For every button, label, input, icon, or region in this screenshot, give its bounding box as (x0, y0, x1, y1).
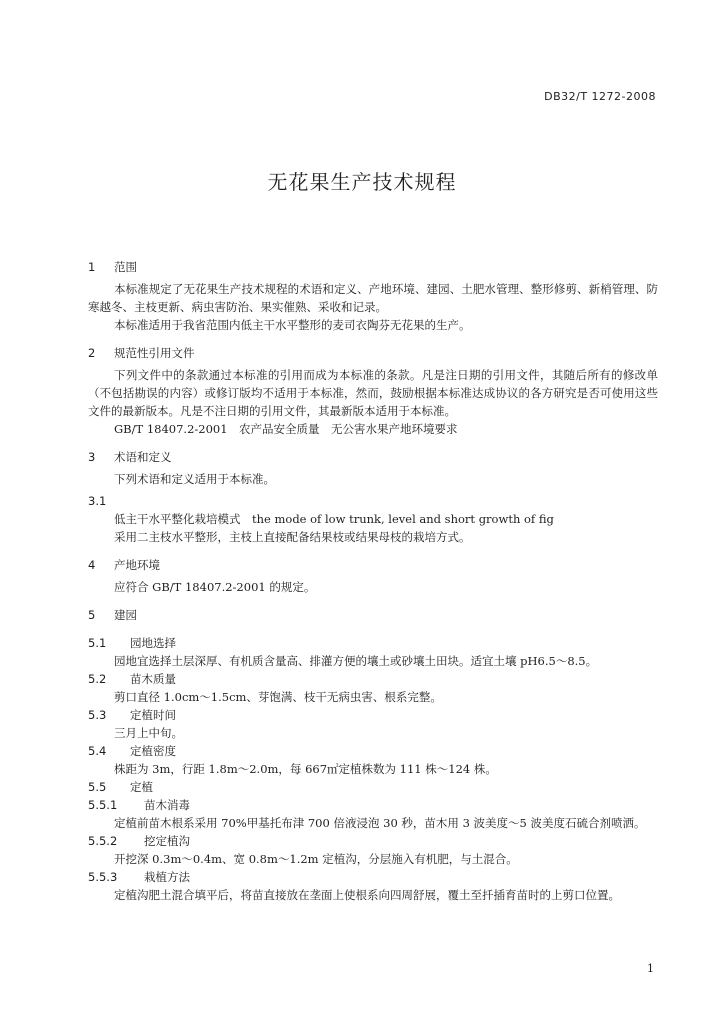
section-5-heading (88, 606, 658, 624)
section-5-5-1-heading (88, 796, 658, 814)
section-2-paragraph-1: 下列文件中的条款通过本标准的引用而成为本标准的条款。凡是注日期的引用文件，其随后所有的修改单（不包括勘误的内容）或修订版均不适用于本标准，然而，鼓励根据本标准达成协议的各方研究是否可使用这些文件的最新版本。凡是不注日期的引用文件，其最新版本适用于本标准。 (88, 368, 658, 418)
subsection-title: 苗木质量 (130, 672, 176, 686)
section-5-3-text: 三月上中旬。 (114, 726, 183, 740)
subsection-number: 5.5.1 (88, 798, 118, 812)
section-5-4-text: 株距为 3m，行距 1.8m～2.0m，每 667㎡定植株数为 111 株～124 株。 (114, 762, 497, 776)
section-3-paragraph-1: 下列术语和定义适用于本标准。 (114, 472, 275, 486)
section-5-5-heading (88, 778, 658, 796)
document-title: 无花果生产技术规程 (267, 170, 457, 194)
section-number: 2 (88, 346, 96, 360)
subsection-number: 5.5 (88, 780, 107, 794)
subsection-title: 定植 (130, 780, 153, 794)
section-number: 3 (88, 450, 96, 464)
section-number: 1 (88, 260, 96, 274)
section-1-heading (88, 258, 658, 276)
section-4-heading (88, 556, 658, 574)
subsection-title: 栽植方法 (144, 870, 190, 884)
section-5-1-text: 园地宜选择土层深厚、有机质含量高、排灌方便的壤土或砂壤土田块。适宜土壤 pH6.5～8.5。 (114, 654, 598, 668)
section-5-2-heading (88, 670, 658, 688)
subsection-number: 5.3 (88, 708, 107, 722)
section-5-5-2-heading (88, 832, 658, 850)
section-5-5-3-heading (88, 868, 658, 886)
section-title: 规范性引用文件 (114, 346, 195, 360)
subsection-title: 定植时间 (130, 708, 176, 722)
section-number: 5 (88, 608, 96, 622)
section-5-2-text: 剪口直径 1.0cm～1.5cm、芽饱满、枝干无病虫害、根系完整。 (114, 690, 442, 704)
normative-reference: GB/T 18407.2-2001 农产品安全质量 无公害水果产地环境要求 (114, 422, 458, 436)
section-3-heading (88, 448, 658, 466)
section-3-1-heading (88, 492, 658, 510)
subsection-number: 5.5.2 (88, 834, 118, 848)
section-5-3-heading (88, 706, 658, 724)
subsection-number: 5.5.3 (88, 870, 118, 884)
section-title: 范围 (114, 260, 137, 274)
section-title: 产地环境 (114, 558, 160, 572)
section-1-paragraph-2: 本标准适用于我省范围内低主干水平整形的麦司衣陶芬无花果的生产。 (114, 318, 471, 332)
section-5-5-1-text: 定植前苗木根系采用 70%甲基托布津 700 倍液浸泡 30 秒，苗木用 3 波美度～5 波美度石硫合剂喷洒。 (114, 816, 646, 830)
subsection-title: 挖定植沟 (144, 834, 190, 848)
document-body (88, 258, 658, 904)
section-title: 术语和定义 (114, 450, 172, 464)
subsection-title: 园地选择 (130, 636, 176, 650)
section-title: 建园 (114, 608, 137, 622)
section-5-5-2-text: 开挖深 0.3m～0.4m、宽 0.8m～1.2m 定植沟，分层施入有机肥，与土混合。 (114, 852, 518, 866)
subsection-number: 5.1 (88, 636, 107, 650)
section-5-4-heading (88, 742, 658, 760)
page-number: 1 (647, 962, 654, 975)
subsection-title: 苗木消毒 (144, 798, 190, 812)
standard-code: DB32/T 1272-2008 (544, 90, 656, 103)
subsection-title: 定植密度 (130, 744, 176, 758)
term-definition: 采用二主枝水平整形，主枝上直接配备结果枝或结果母枝的栽培方式。 (114, 530, 471, 544)
subsection-number: 5.2 (88, 672, 107, 686)
section-number: 4 (88, 558, 96, 572)
section-5-5-3-text: 定植沟肥土混合填平后，将苗直接放在垄面上使根系向四周舒展，覆土至扦插育苗时的上剪口位置。 (114, 888, 620, 902)
section-4-paragraph-1: 应符合 GB/T 18407.2-2001 的规定。 (114, 580, 316, 594)
section-1-paragraph-1: 本标准规定了无花果生产技术规程的术语和定义、产地环境、建园、土肥水管理、整形修剪、新梢管理、防寒越冬、主枝更新、病虫害防治、果实催熟、采收和记录。 (88, 282, 658, 314)
term-entry: 低主干水平整化栽培模式 the mode of low trunk, level and short growth of fig (114, 512, 554, 526)
section-5-1-heading (88, 634, 658, 652)
section-2-heading (88, 344, 658, 362)
subsection-number: 5.4 (88, 744, 107, 758)
subsection-number: 3.1 (88, 494, 107, 508)
